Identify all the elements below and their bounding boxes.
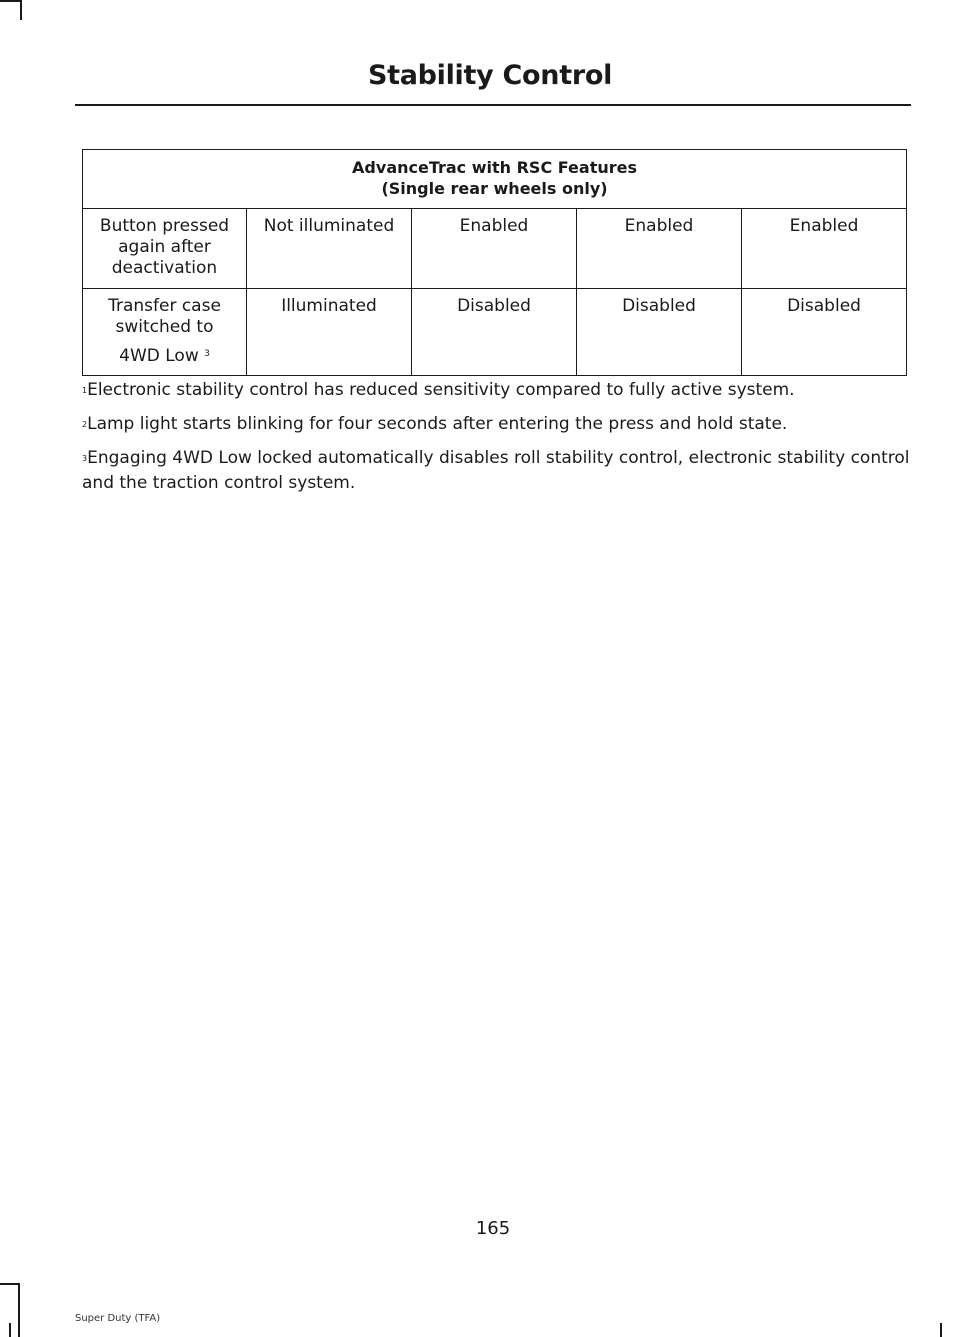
table-cell: Disabled bbox=[412, 289, 577, 376]
features-table bbox=[82, 149, 907, 376]
crop-mark-bottom-left bbox=[9, 1323, 11, 1337]
table-cell: Disabled bbox=[577, 289, 742, 376]
table-title: AdvanceTrac with RSC Features bbox=[352, 158, 637, 177]
table-header-row bbox=[83, 150, 907, 209]
table-row bbox=[83, 289, 907, 376]
page-number: 165 bbox=[475, 1218, 511, 1239]
footnote-mark: 3 bbox=[82, 454, 88, 463]
footnote-2: $^2$Lamp light starts blinking for four seconds after entering the press and hold state. bbox=[82, 414, 788, 434]
footnote-ref: 3 bbox=[204, 349, 210, 359]
table-cell: Disabled bbox=[742, 289, 907, 376]
table-cell: Not illuminated bbox=[247, 209, 412, 289]
row-label: Button pressed again after deactivation bbox=[83, 209, 247, 289]
row-label: Transfer case switched to 4WD Low $^3$ bbox=[83, 289, 247, 376]
crop-mark-top-left bbox=[0, 0, 20, 2]
table-cell: Illuminated bbox=[247, 289, 412, 376]
page-title: Stability Control bbox=[367, 60, 613, 91]
publication-label: Super Duty (TFA) bbox=[75, 1313, 161, 1324]
footnotes bbox=[82, 378, 910, 505]
footnote-3: $^3$Engaging 4WD Low locked automatically disables roll stability control, electronic stability control and the traction control system. bbox=[82, 448, 910, 493]
row-label-extra: 4WD Low bbox=[119, 346, 199, 366]
footnote-mark: 2 bbox=[82, 420, 88, 429]
table-cell: Enabled bbox=[577, 209, 742, 289]
table-subtitle: (Single rear wheels only) bbox=[381, 179, 608, 198]
crop-mark-bottom-left bbox=[18, 1283, 20, 1337]
table-cell: Enabled bbox=[412, 209, 577, 289]
crop-mark-bottom-right bbox=[940, 1323, 942, 1337]
table-cell: Enabled bbox=[742, 209, 907, 289]
header-divider bbox=[75, 104, 911, 106]
table-title-cell bbox=[83, 150, 907, 209]
footnote-1: $^1$Electronic stability control has reduced sensitivity compared to fully active system. bbox=[82, 380, 795, 400]
table-row bbox=[83, 209, 907, 289]
footnote-mark: 1 bbox=[82, 386, 88, 395]
crop-mark-top-left bbox=[20, 0, 22, 20]
crop-mark-bottom-left bbox=[0, 1283, 20, 1285]
